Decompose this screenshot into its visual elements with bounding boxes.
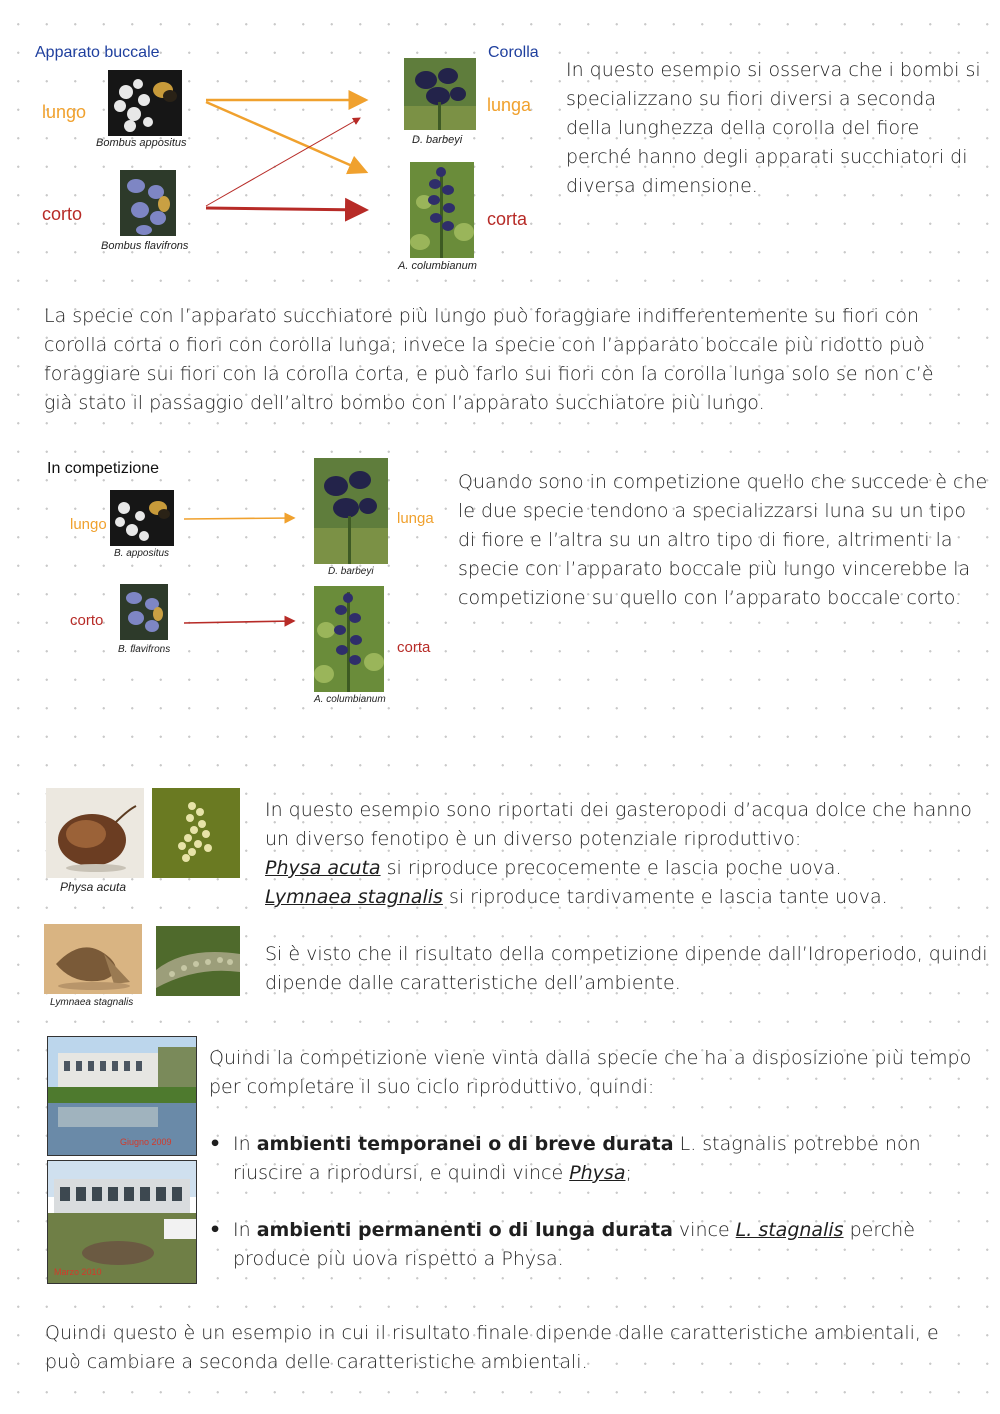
paragraph-final: Quindi questo è un esempio in cui il risultato finale dipende dalle caratteristiche ambientali, e può cambiare a seconda delle caratteristiche ambientali. bbox=[45, 1322, 939, 1373]
fig1-right-title: Corolla bbox=[488, 44, 539, 61]
fig2-bee-short-label: corto bbox=[70, 612, 104, 629]
fig2-bee-flavifrons-caption: B. flavifrons bbox=[118, 644, 171, 655]
bee-appositus-caption: Bombus appositus bbox=[96, 137, 187, 149]
fig2-bee-long-label: lungo bbox=[70, 516, 107, 533]
bullet-temporary: • In ambienti temporanei o di breve durata L. stagnalis potrebbe non riuscire a riprodursi, e quindi vince Physa; bbox=[209, 1130, 989, 1188]
fig1-left-title: Apparato buccale bbox=[35, 44, 160, 61]
arrow-short-to-long bbox=[206, 118, 360, 206]
bullet-list bbox=[209, 1130, 989, 1302]
physa-name: Physa acuta bbox=[265, 857, 381, 879]
fig2-flower-short-label: corta bbox=[397, 639, 431, 656]
fig2-columbianum-caption: A. columbianum bbox=[314, 694, 386, 705]
fig2-arrows bbox=[40, 452, 450, 712]
paragraph-competition: Quando sono in competizione quello che succede è che le due specie tendono a specializzarsi luna su un tipo di fiore e l’altra su un altro tipo di fiore, altrimenti la specie con l’apparato boccale più lungo vincerebbe la competizione su quello con l’apparato boccale corto. bbox=[458, 471, 988, 609]
lymnaea-snail-photo bbox=[44, 924, 142, 994]
fig1-bee-short-label: corto bbox=[42, 204, 83, 224]
arrow-short-to-short bbox=[206, 208, 366, 210]
physa-caption: Physa acuta bbox=[60, 880, 127, 894]
pond-photo-june bbox=[47, 1036, 197, 1156]
barbeyi-caption: D. barbeyi bbox=[412, 134, 463, 146]
lymnaea-description: si riproduce tardivamente e lascia tante uova. bbox=[442, 886, 888, 908]
fig1-flower-long-label: lunga bbox=[487, 95, 532, 115]
fig2-title: In competizione bbox=[47, 460, 160, 477]
physa-eggs-photo bbox=[152, 788, 240, 878]
fig1-arrows bbox=[30, 38, 550, 278]
fig2-arrow-short bbox=[184, 621, 294, 623]
figure-competition bbox=[40, 452, 450, 712]
fig1-flower-short-label: corta bbox=[487, 209, 528, 229]
pond-photo-march bbox=[47, 1160, 197, 1284]
paragraph-idroperiodo: Si è visto che il risultato della competizione dipende dall’Idroperiodo, quindi dipende dalle caratteristiche dell’ambiente. bbox=[265, 943, 988, 994]
lymnaea-caption: Lymnaea stagnalis bbox=[50, 997, 134, 1008]
columbianum-caption: A. columbianum bbox=[398, 260, 477, 272]
bee-flavifrons-caption: Bombus flavifrons bbox=[101, 240, 189, 252]
lymnaea-name: Lymnaea stagnalis bbox=[265, 886, 443, 908]
lymnaea-eggs-photo bbox=[156, 926, 240, 996]
fig2-barbeyi-caption: D. barbeyi bbox=[328, 566, 374, 577]
pond-june-caption: Giugno 2009 bbox=[120, 1137, 172, 1147]
paragraph-snails bbox=[265, 796, 987, 912]
fig1-bee-long-label: lungo bbox=[42, 102, 87, 122]
fig2-arrow-long bbox=[184, 518, 294, 519]
snails-intro: In questo esempio sono riportati dei gasteropodi d’acqua dolce che hanno un diverso fenotipo è un diverso potenziale riproduttivo: bbox=[265, 799, 972, 850]
figure-bees-flowers bbox=[30, 38, 550, 278]
paragraph-conclusion-intro: Quindi la competizione viene vinta dalla specie che ha a disposizione più tempo per completare il suo ciclo riproduttivo, quindi: bbox=[209, 1047, 972, 1098]
pond-march-caption: Marzo 2010 bbox=[54, 1267, 102, 1277]
paragraph-foraging: La specie con l’apparato succhiatore più lungo può foraggiare indifferentemente su fiori con corolla corta o fiori con corolla lunga; invece la specie con l’apparato boccale più ridotto può foraggiare sui fiori con la corolla corta, e può farlo sui fiori con la corolla lunga solo se non c’è già stato il passaggio dell’altro bombo con l’apparato succhiatore più lungo. bbox=[44, 305, 934, 414]
physa-snail-photo bbox=[46, 788, 144, 878]
fig2-flower-long-label: lunga bbox=[397, 510, 434, 527]
arrow-long-to-short bbox=[206, 102, 366, 172]
bullet-permanent: • In ambienti permanenti o di lunga durata vince L. stagnalis perchè produce più uova rispetto a Physa. bbox=[209, 1216, 989, 1274]
paragraph-bombi-intro: In questo esempio si osserva che i bombi si specializzano su fiori diversi a seconda della lunghezza della corolla del fiore perché hanno degli apparati succhiatori di diversa dimensione. bbox=[566, 59, 981, 197]
physa-description: si riproduce precocemente e lascia poche uova. bbox=[380, 857, 842, 879]
fig2-bee-appositus-caption: B. appositus bbox=[114, 548, 170, 559]
